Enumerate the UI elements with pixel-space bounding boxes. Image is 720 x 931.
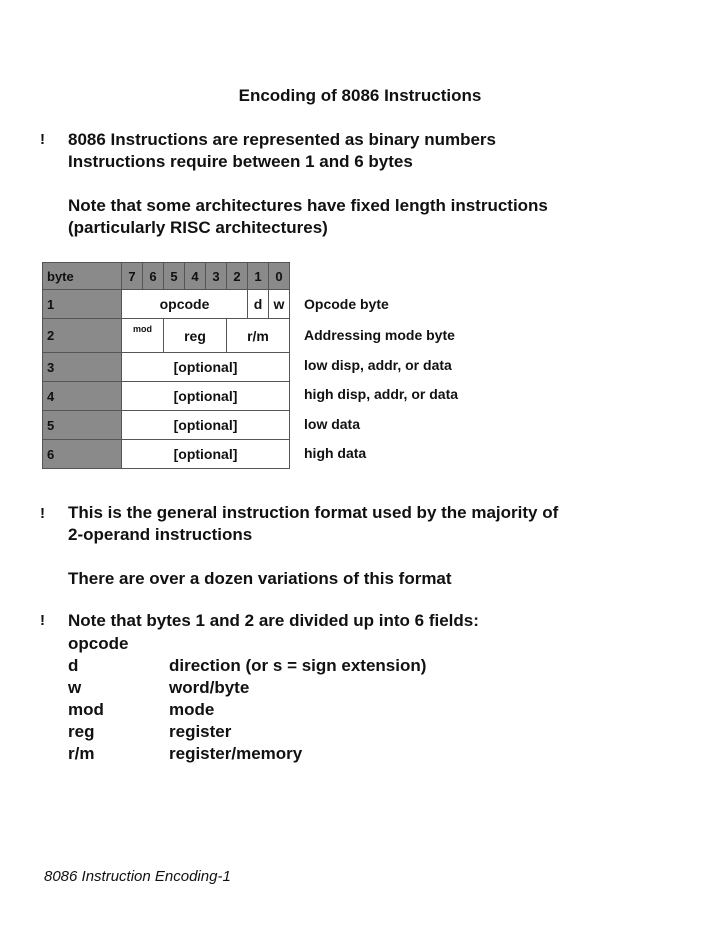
byte-number: 2 — [43, 319, 122, 353]
general-text — [68, 502, 558, 590]
field-meaning: register/memory — [169, 744, 303, 763]
encoding-table — [42, 262, 290, 469]
byte-number: 4 — [43, 382, 122, 411]
optional-field: [optional] — [122, 382, 290, 411]
field-meaning: register — [169, 722, 232, 741]
byte-number: 3 — [43, 353, 122, 382]
row-description: high disp, addr, or data — [304, 386, 459, 402]
list-item — [68, 677, 426, 699]
row-description: low data — [304, 416, 361, 432]
mod-field: mod — [122, 319, 164, 353]
page-title: Encoding of 8086 Instructions — [238, 86, 482, 105]
bit-header: 7 — [122, 263, 143, 290]
header-byte: byte — [43, 263, 122, 290]
list-item — [68, 699, 426, 721]
bit-header: 3 — [206, 263, 227, 290]
w-field: w — [269, 290, 290, 319]
bit-header: 5 — [164, 263, 185, 290]
reg-field: reg — [164, 319, 227, 353]
general-line: There are over a dozen variations of this format — [68, 569, 452, 588]
row-description: Opcode byte — [304, 296, 389, 312]
field-name: mod — [68, 700, 104, 719]
list-item — [68, 655, 426, 677]
byte-number: 5 — [43, 411, 122, 440]
list-item — [68, 633, 426, 655]
table-row — [43, 411, 290, 440]
field-name: opcode — [68, 634, 129, 653]
table-header-row — [43, 263, 290, 290]
general-line: This is the general instruction format used by the majority of — [68, 503, 559, 522]
intro-text — [68, 129, 548, 239]
page-footer: 8086 Instruction Encoding-1 — [44, 868, 231, 885]
field-name: r/m — [68, 744, 95, 763]
bit-header: 4 — [185, 263, 206, 290]
list-item — [68, 743, 426, 765]
bullet-marker: ! — [40, 505, 45, 522]
table-row — [43, 382, 290, 411]
general-line: 2-operand instructions — [68, 525, 253, 544]
list-item — [68, 721, 426, 743]
bit-header: 6 — [143, 263, 164, 290]
optional-field: [optional] — [122, 440, 290, 469]
bullet-marker: ! — [40, 131, 45, 148]
table-row — [43, 353, 290, 382]
row-description: high data — [304, 445, 367, 461]
field-name: d — [68, 656, 79, 675]
bit-header: 2 — [227, 263, 248, 290]
bit-header: 1 — [248, 263, 269, 290]
field-meaning: word/byte — [169, 678, 250, 697]
field-name: reg — [68, 722, 95, 741]
row-description: low disp, addr, or data — [304, 357, 452, 373]
optional-field: [optional] — [122, 411, 290, 440]
fields-intro: Note that bytes 1 and 2 are divided up into 6 fields: — [68, 611, 479, 630]
opcode-field: opcode — [122, 290, 248, 319]
table-row — [43, 319, 290, 353]
optional-field: [optional] — [122, 353, 290, 382]
intro-line: 8086 Instructions are represented as binary numbers — [68, 130, 497, 149]
field-name: w — [68, 678, 82, 697]
byte-number: 6 — [43, 440, 122, 469]
field-meaning: direction (or s = sign extension) — [169, 656, 427, 675]
note-line: (particularly RISC architectures) — [68, 218, 328, 237]
table-row — [43, 290, 290, 319]
table-row — [43, 440, 290, 469]
field-meaning: mode — [169, 700, 215, 719]
bullet-marker: ! — [40, 612, 45, 629]
rm-field: r/m — [227, 319, 290, 353]
field-list — [68, 633, 426, 765]
d-field: d — [248, 290, 269, 319]
intro-line: Instructions require between 1 and 6 bytes — [68, 152, 413, 171]
row-description: Addressing mode byte — [304, 327, 455, 343]
byte-number: 1 — [43, 290, 122, 319]
note-line: Note that some architectures have fixed length instructions — [68, 196, 548, 215]
bit-header: 0 — [269, 263, 290, 290]
